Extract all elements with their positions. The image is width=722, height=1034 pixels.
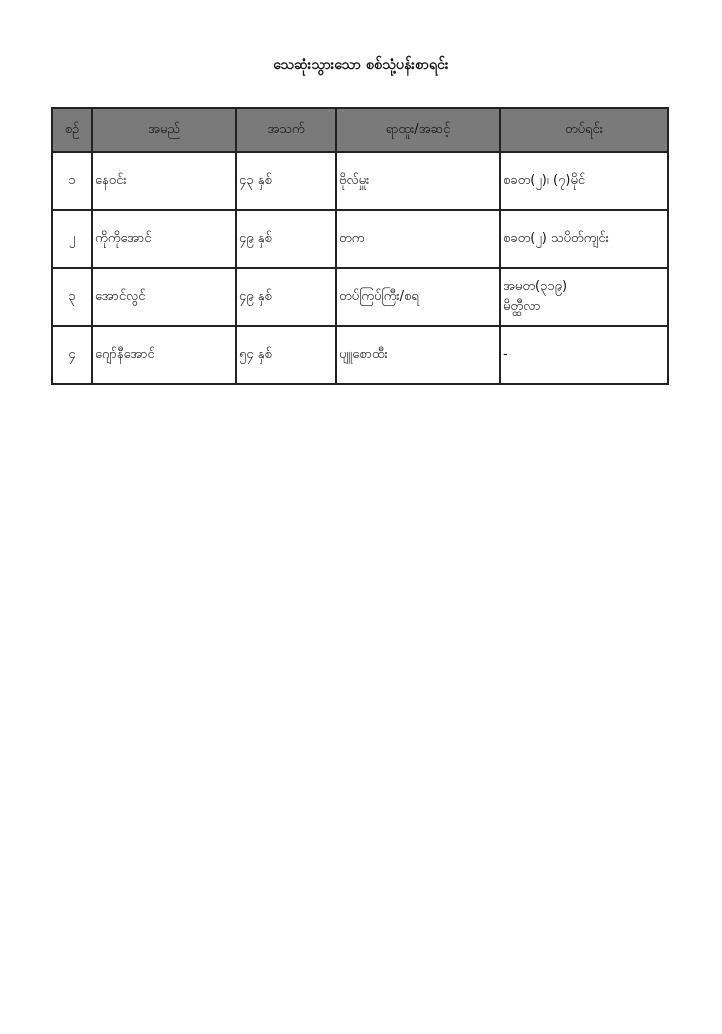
header-age: အသက် [236, 108, 336, 152]
unit-line: မိတ္ထီလာ [503, 299, 541, 314]
cell-rank: ပျူစောထီး [336, 326, 500, 384]
cell-age: ၄၃ နှစ် [236, 152, 336, 210]
cell-age: ၅၄ နှစ် [236, 326, 336, 384]
header-no: စဉ် [52, 108, 92, 152]
header-unit: တပ်ရင်း [500, 108, 668, 152]
unit-line: အမတ(၃၁၉) [503, 279, 568, 294]
page-title: သေဆုံးသွားသော စစ်သုံ့ပန်းစာရင်း [273, 57, 449, 73]
cell-unit [500, 268, 668, 326]
cell-no: ၂ [52, 210, 92, 268]
casualty-table [51, 107, 669, 385]
cell-name: အောင်လွင် [92, 268, 236, 326]
table-row [52, 152, 668, 210]
cell-name: နေဝင်း [92, 152, 236, 210]
header-name: အမည် [92, 108, 236, 152]
cell-rank: ဗိုလ်မှူး [336, 152, 500, 210]
table-row [52, 268, 668, 326]
cell-age: ၄၉ နှစ် [236, 210, 336, 268]
cell-no: ၃ [52, 268, 92, 326]
cell-rank: တပ်ကြပ်ကြီး/စရ [336, 268, 500, 326]
cell-unit [500, 210, 668, 268]
cell-no: ၄ [52, 326, 92, 384]
cell-name: ကိုကိုအောင် [92, 210, 236, 268]
cell-age: ၄၉ နှစ် [236, 268, 336, 326]
unit-line: စခတ(၂) သပိတ်ကျင်း [503, 231, 609, 246]
cell-unit [500, 326, 668, 384]
table-header-row [52, 108, 668, 152]
table-row [52, 326, 668, 384]
header-rank: ရာထူး/အဆင့် [336, 108, 500, 152]
cell-unit [500, 152, 668, 210]
cell-name: ဂျော်နီအောင် [92, 326, 236, 384]
cell-rank: တက [336, 210, 500, 268]
table-row [52, 210, 668, 268]
cell-no: ၁ [52, 152, 92, 210]
unit-line: - [503, 347, 508, 362]
unit-line: စခတ(၂)၊ (၇)မိုင် [503, 173, 586, 188]
